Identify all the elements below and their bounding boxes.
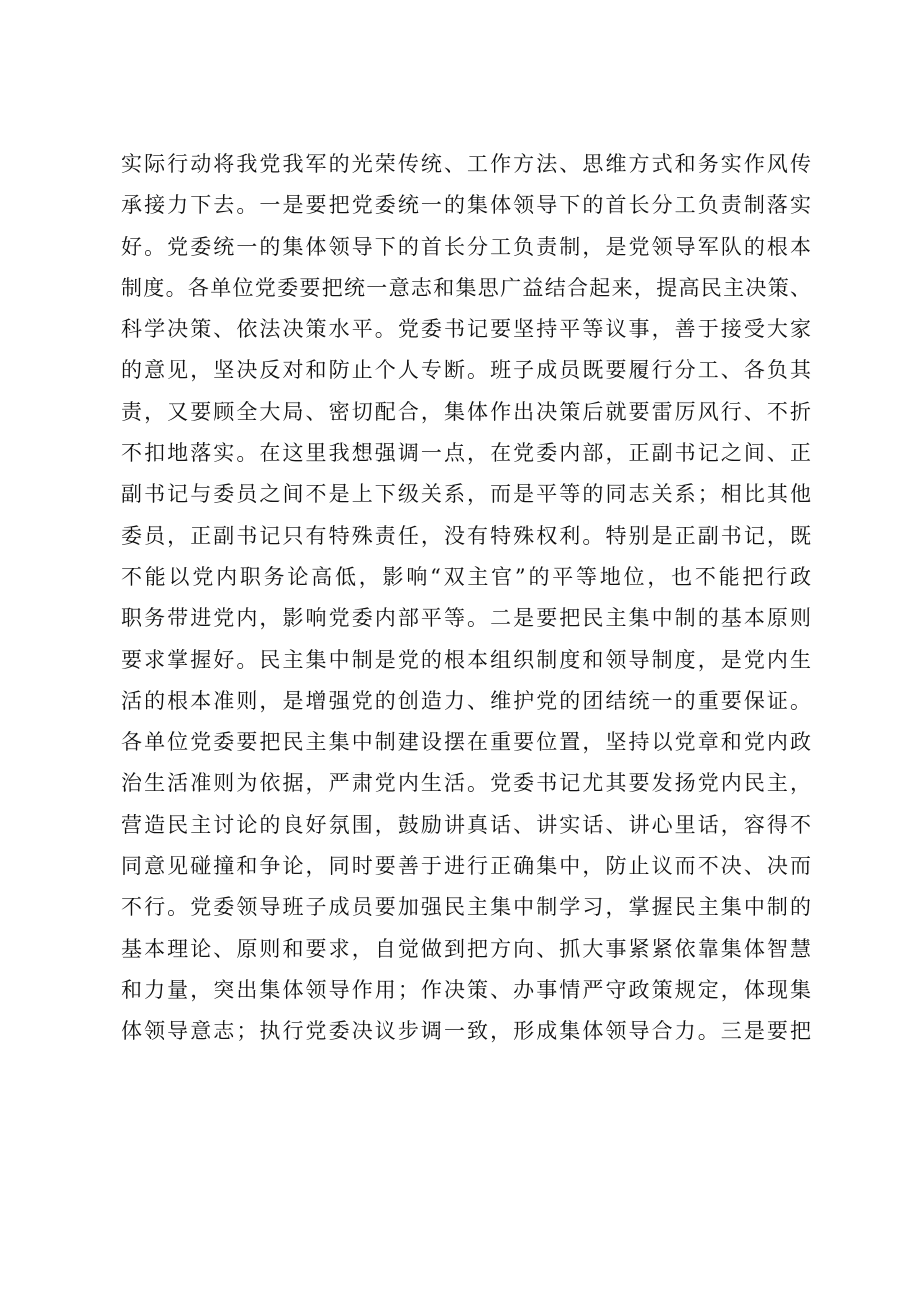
text-line: 制度。各单位党委要把统一意志和集思广益结合起来，提高民主决策、 <box>121 275 811 300</box>
text-line: 实际行动将我党我军的光荣传统、工作方法、思维方式和务实作风传 <box>121 152 811 176</box>
text-line: 要求掌握好。民主集中制是党的根本组织制度和领导制度，是党内生 <box>121 647 811 672</box>
text-line: 好。党委统一的集体领导下的首长分工负责制，是党领导军队的根本 <box>121 234 811 259</box>
text-line: 同意见碰撞和争论，同时要善于进行正确集中，防止议而不决、决而 <box>121 854 811 879</box>
text-line: 基本理论、原则和要求，自觉做到把方向、抓大事紧紧依靠集体智慧 <box>121 936 811 961</box>
body-paragraph <box>121 144 811 1053</box>
text-line: 活的根本准则，是增强党的创造力、维护党的团结统一的重要保证。 <box>121 688 811 713</box>
text-line: 营造民主讨论的良好氛围，鼓励讲真话、讲实话、讲心里话，容得不 <box>121 812 811 837</box>
text-line: 体领导意志；执行党委决议步调一致，形成集体领导合力。三是要把 <box>121 1019 811 1044</box>
text-line: 科学决策、依法决策水平。党委书记要坚持平等议事，善于接受大家 <box>121 317 811 342</box>
text-line: 各单位党委要把民主集中制建设摆在重要位置，坚持以党章和党内政 <box>121 730 811 755</box>
text-line: 责，又要顾全大局、密切配合，集体作出决策后就要雷厉风行、不折 <box>121 399 811 424</box>
text-line: 承接力下去。一是要把党委统一的集体领导下的首长分工负责制落实 <box>121 193 811 218</box>
text-line: 的意见，坚决反对和防止个人专断。班子成员既要履行分工、各负其 <box>121 358 811 383</box>
text-line: 不扣地落实。在这里我想强调一点，在党委内部，正副书记之间、正 <box>121 441 811 466</box>
text-line: 委员，正副书记只有特殊责任，没有特殊权利。特别是正副书记，既 <box>121 523 811 548</box>
text-line: 治生活准则为依据，严肃党内生活。党委书记尤其要发扬党内民主， <box>121 771 811 796</box>
text-line: 不行。党委领导班子成员要加强民主集中制学习，掌握民主集中制的 <box>121 895 811 920</box>
text-line: 和力量，突出集体领导作用；作决策、办事情严守政策规定，体现集 <box>121 977 811 1002</box>
text-line: 职务带进党内，影响党委内部平等。二是要把民主集中制的基本原则 <box>121 606 811 631</box>
text-line: 副书记与委员之间不是上下级关系，而是平等的同志关系；相比其他 <box>121 482 811 507</box>
text-line: 不能以党内职务论高低，影响“双主官”的平等地位，也不能把行政 <box>121 564 811 589</box>
